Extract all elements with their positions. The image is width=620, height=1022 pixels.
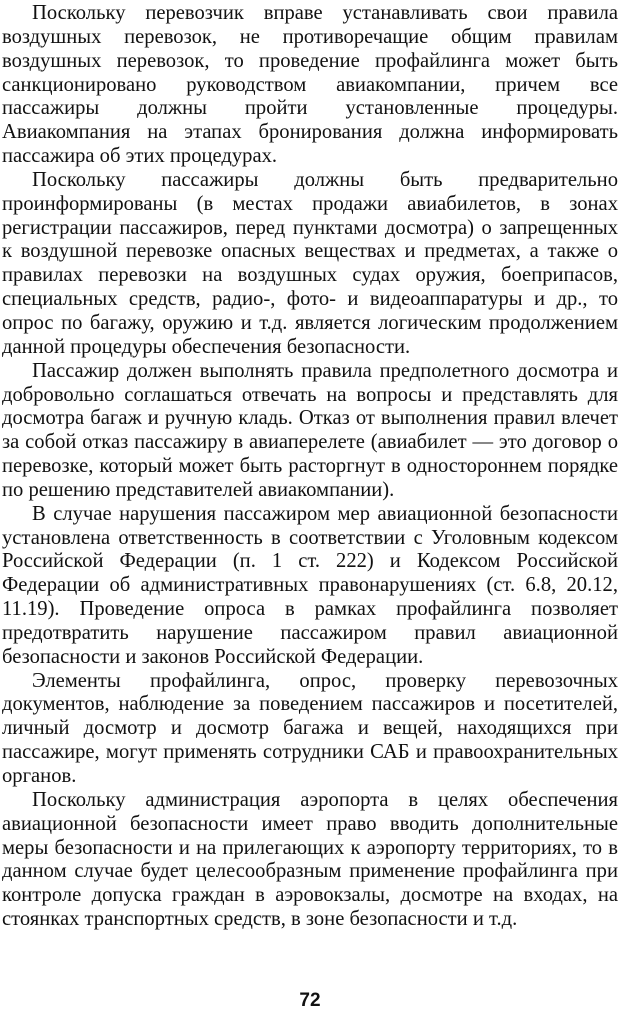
paragraph-1: Поскольку перевозчик вправе устанавливать свои правила воздушных перевозок, не противоречащие общим правилам воздушных перевозок, то проведение профайлинга может быть санкционировано руководством авиакомпании, причем все пассажиры должны пройти установленные процедуры. Авиакомпания на этапах бронирования должна информировать пассажира об этих процедурах.: [2, 2, 618, 168]
paragraph-6: Поскольку администрация аэропорта в целях обеспечения авиационной безопасности имеет право вводить дополнительные меры безопасности и на прилегающих к аэропорту территориях, то в данном случае будет целесообразным применение профайлинга при контроле допуска граждан в аэровокзалы, досмотре на входах, на стоянках транспортных средств, в зоне безопасности и т.д.: [2, 788, 618, 931]
body-text: [2, 2, 618, 932]
paragraph-4: В случае нарушения пассажиром мер авиационной безопасности установлена ответственность в соответствии с Уголовным кодексом Российской Федерации (п. 1 ст. 222) и Кодексом Российской Федерации об административных правонарушениях (ст. 6.8, 20.12, 11.19). Проведение опроса в рамках профайлинга позволяет предотвратить нарушение пассажиром правил авиационной безопасности и законов Российской Федерации.: [2, 502, 618, 668]
paragraph-3: Пассажир должен выполнять правила предполетного досмотра и добровольно соглашаться отвечать на вопросы и представлять для досмотра багаж и ручную кладь. Отказ от выполнения правил влечет за собой отказ пассажиру в авиаперелете (авиабилет — это договор о перевозке, который может быть расторгнут в одностороннем порядке по решению представителей авиакомпании).: [2, 359, 618, 501]
page-number: 72: [299, 990, 321, 1011]
paragraph-2: Поскольку пассажиры должны быть предварительно проинформированы (в местах продажи авиабилетов, в зонах регистрации пассажиров, перед пунктами досмотра) о запрещенных к воздушной перевозке опасных веществах и предметах, а также о правилах перевозки на воздушных судах оружия, боеприпасов, специальных средств, радио-, фото- и видеоаппаратуры и др., то опрос по багажу, оружию и т.д. является логическим продолжением данной процедуры обеспечения безопасности.: [2, 168, 618, 358]
paragraph-5: Элементы профайлинга, опрос, проверку перевозочных документов, наблюдение за поведением пассажиров и посетителей, личный досмотр и досмотр багажа и вещей, находящихся при пассажире, могут применять сотрудники САБ и правоохранительных органов.: [2, 669, 618, 787]
